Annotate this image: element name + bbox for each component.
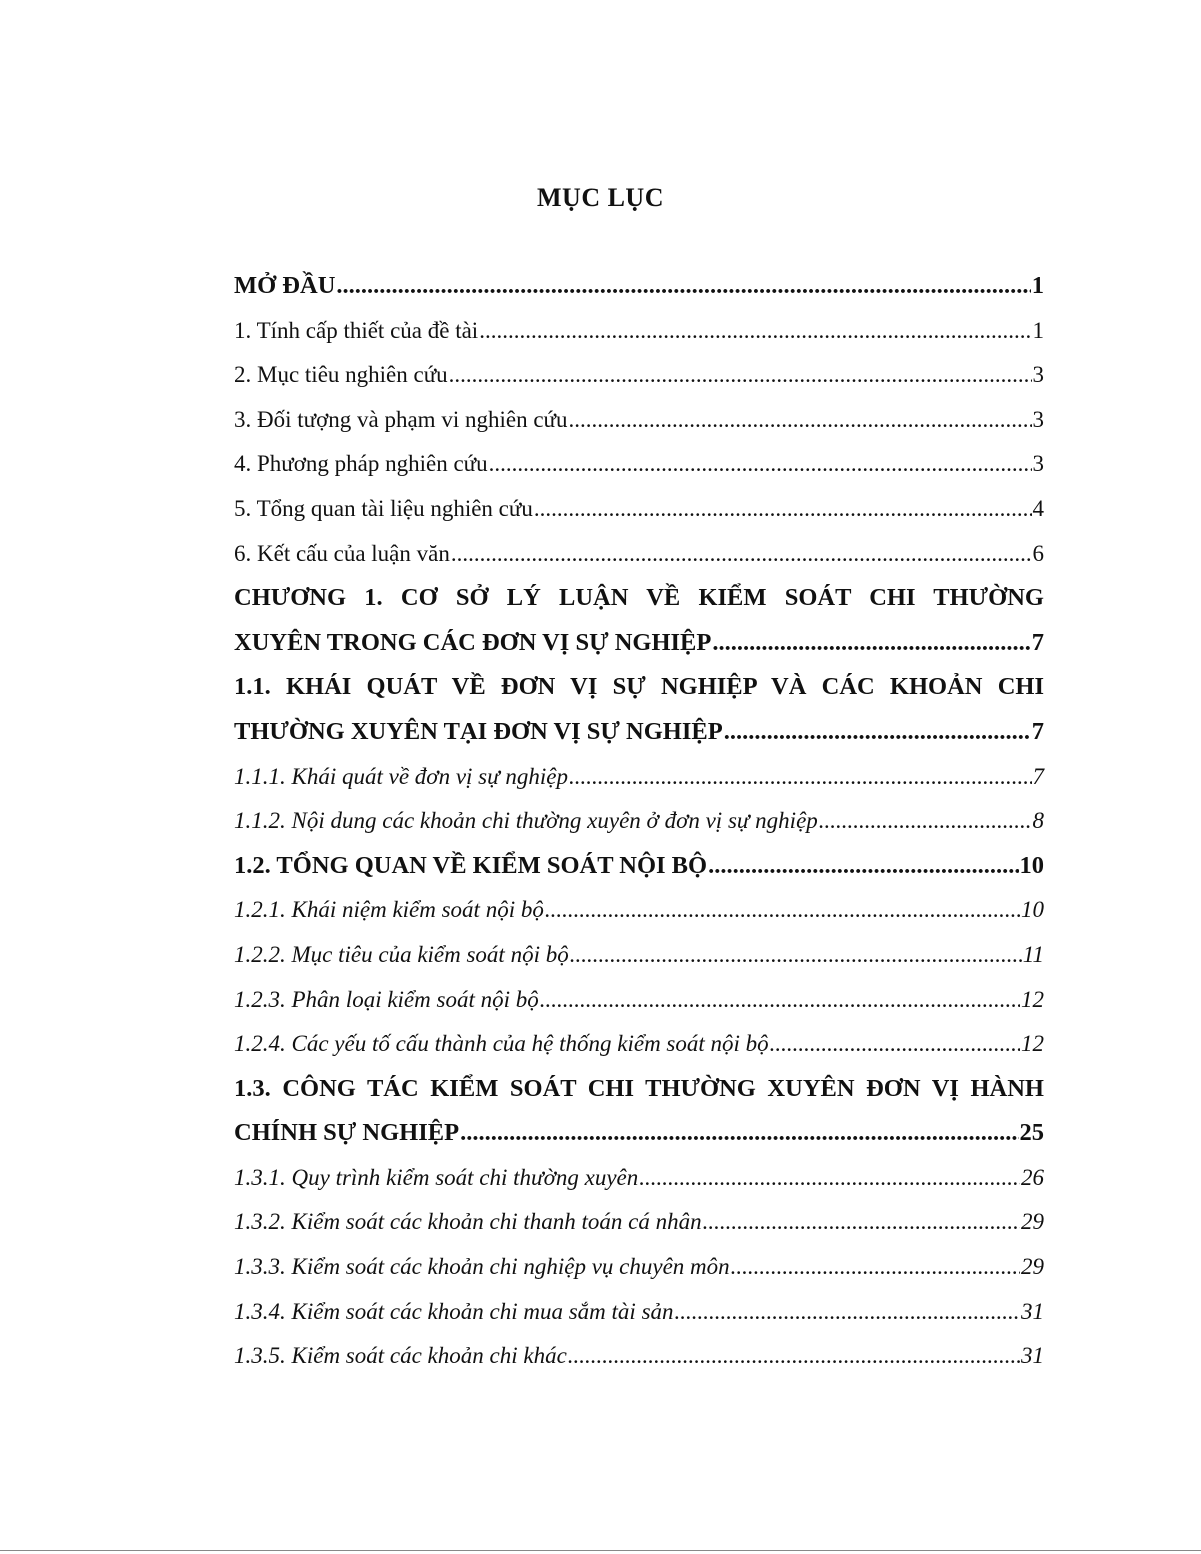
toc-entry-row	[234, 487, 1044, 532]
toc-entry	[234, 353, 1044, 398]
dot-leader	[449, 353, 1032, 398]
toc-page-number: 10	[1019, 851, 1044, 879]
toc-entry	[234, 264, 1044, 309]
dot-leader	[770, 1022, 1020, 1067]
toc-entry-label: CHÍNH SỰ NGHIỆP	[234, 1119, 460, 1147]
toc-page-number: 31	[1021, 1298, 1044, 1324]
toc-entry	[234, 487, 1044, 532]
toc-entry-label: 2. Mục tiêu nghiên cứu	[234, 362, 448, 388]
toc-entry-label: 1.3.5. Kiểm soát các khoản chi khác	[234, 1343, 567, 1369]
toc-entry	[234, 978, 1044, 1023]
toc-entry-row	[234, 1290, 1044, 1335]
toc-entry-row	[234, 799, 1044, 844]
toc-entry	[234, 933, 1044, 978]
toc-entry-row	[234, 1245, 1044, 1290]
toc-title: MỤC LỤC	[537, 183, 664, 212]
toc-page-number: 7	[1031, 628, 1044, 656]
toc-entry	[234, 1156, 1044, 1201]
dot-leader	[451, 532, 1032, 577]
toc-entry-label: 1.2.1. Khái niệm kiểm soát nội bộ	[234, 897, 544, 923]
toc-entry-row	[234, 353, 1044, 398]
toc-page-number: 4	[1032, 495, 1044, 521]
toc-page-number: 29	[1021, 1209, 1044, 1235]
toc-page-number: 7	[1032, 763, 1044, 789]
page-bottom-edge	[0, 1550, 1201, 1551]
toc-entry-text-line: 1.3. CÔNG TÁC KIỂM SOÁT CHI THƯỜNG XUYÊN ĐƠN VỊ HÀNH	[234, 1074, 1044, 1102]
toc-page-number: 31	[1021, 1343, 1044, 1369]
dot-leader	[819, 799, 1032, 844]
toc-entry-text-line: CHƯƠNG 1. CƠ SỞ LÝ LUẬN VỀ KIỂM SOÁT CHI THƯỜNG	[234, 584, 1044, 612]
toc-entry	[234, 442, 1044, 487]
toc-entry-row	[234, 442, 1044, 487]
toc-page-number: 1	[1031, 272, 1044, 299]
dot-leader	[489, 442, 1032, 487]
toc-entry	[234, 1067, 1044, 1156]
dot-leader	[731, 1245, 1020, 1290]
toc-page-number: 12	[1021, 1031, 1044, 1057]
toc-page-number: 3	[1032, 362, 1044, 388]
toc-entry-label: 1.1.2. Nội dung các khoản chi thường xuyên ở đơn vị sự nghiệp	[234, 808, 818, 834]
toc-page-number: 3	[1032, 451, 1044, 477]
toc-entry-label: 1.1.1. Khái quát về đơn vị sự nghiệp	[234, 763, 569, 789]
toc-entry	[234, 665, 1044, 754]
toc-page-number: 3	[1032, 406, 1044, 432]
toc-entry	[234, 398, 1044, 443]
toc-entry-label: 1.3.3. Kiểm soát các khoản chi nghiệp vụ chuyên môn	[234, 1254, 730, 1280]
toc-entry-row	[234, 309, 1044, 354]
toc-entry-label: 1. Tính cấp thiết của đề tài	[234, 317, 479, 343]
toc-page-number: 12	[1021, 986, 1044, 1012]
toc-entry-row	[234, 888, 1044, 933]
toc-entry-row	[234, 1334, 1044, 1379]
toc-entry-row	[234, 844, 1044, 889]
toc-entry-label: 6. Kết cấu của luận văn	[234, 540, 450, 566]
dot-leader	[460, 1111, 1018, 1156]
dot-leader	[675, 1290, 1020, 1335]
dot-leader	[534, 487, 1032, 532]
toc-entry	[234, 1334, 1044, 1379]
toc-page-number: 6	[1032, 540, 1044, 566]
toc-page-number: 26	[1021, 1164, 1044, 1190]
toc-entry-label: 1.3.1. Quy trình kiểm soát chi thường xuyên	[234, 1164, 639, 1190]
toc-entry-label: 3. Đối tượng và phạm vi nghiên cứu	[234, 406, 568, 432]
toc-entry-row	[234, 1022, 1044, 1067]
dot-leader	[569, 755, 1031, 800]
dot-leader	[724, 710, 1031, 755]
toc-page-number: 7	[1031, 717, 1044, 745]
toc-entry	[234, 1200, 1044, 1245]
toc-entry-row	[234, 398, 1044, 443]
toc-entry-row	[234, 532, 1044, 577]
toc-entry-label: THƯỜNG XUYÊN TẠI ĐƠN VỊ SỰ NGHIỆP	[234, 717, 723, 745]
dot-leader	[540, 978, 1020, 1023]
toc-page-number: 25	[1019, 1119, 1044, 1147]
dot-leader	[712, 621, 1030, 666]
toc-entry-label: 1.2.3. Phân loại kiểm soát nội bộ	[234, 986, 539, 1012]
toc-entry-label: 5. Tổng quan tài liệu nghiên cứu	[234, 495, 533, 521]
toc-entry	[234, 309, 1044, 354]
toc-entry	[234, 799, 1044, 844]
toc-entry	[234, 532, 1044, 577]
toc-entry-row	[234, 933, 1044, 978]
dot-leader	[570, 933, 1022, 978]
toc-entry-row	[234, 621, 1044, 666]
toc-entry-label: 4. Phương pháp nghiên cứu	[234, 451, 488, 477]
toc-entry-row	[234, 1200, 1044, 1245]
toc-entry	[234, 1022, 1044, 1067]
dot-leader	[545, 888, 1020, 933]
toc-page-number: 29	[1021, 1254, 1044, 1280]
toc-page-number: 11	[1022, 941, 1044, 967]
toc-entry-label: 1.2.2. Mục tiêu của kiểm soát nội bộ	[234, 941, 569, 967]
dot-leader	[639, 1156, 1020, 1201]
toc-entry-label: 1.2. TỔNG QUAN VỀ KIỂM SOÁT NỘI BỘ	[234, 851, 708, 879]
toc-entry-text-line: 1.1. KHÁI QUÁT VỀ ĐƠN VỊ SỰ NGHIỆP VÀ CÁC KHOẢN CHI	[234, 673, 1044, 701]
toc-entry-row	[234, 755, 1044, 800]
toc-page-number: 1	[1032, 317, 1044, 343]
dot-leader	[708, 844, 1018, 889]
toc-entry	[234, 1245, 1044, 1290]
toc-entry	[234, 844, 1044, 889]
dot-leader	[703, 1200, 1020, 1245]
toc-page-number: 10	[1021, 897, 1044, 923]
toc-entry-label: 1.3.2. Kiểm soát các khoản chi thanh toán cá nhân	[234, 1209, 702, 1235]
toc-entry	[234, 576, 1044, 665]
toc-entry-row	[234, 710, 1044, 755]
dot-leader	[568, 1334, 1020, 1379]
toc-entry-label: 1.2.4. Các yếu tố cấu thành của hệ thống kiểm soát nội bộ	[234, 1031, 769, 1057]
toc-page-number: 8	[1032, 808, 1044, 834]
toc-entry-label: MỞ ĐẦU	[234, 272, 336, 299]
dot-leader	[479, 309, 1031, 354]
dot-leader	[336, 264, 1030, 309]
toc-entry-label: XUYÊN TRONG CÁC ĐƠN VỊ SỰ NGHIỆP	[234, 628, 712, 656]
toc-entry-label: 1.3.4. Kiểm soát các khoản chi mua sắm tài sản	[234, 1298, 674, 1324]
toc-entry-row	[234, 1111, 1044, 1156]
toc-entry-row	[234, 264, 1044, 309]
dot-leader	[569, 398, 1032, 443]
toc-entry-row	[234, 1156, 1044, 1201]
toc-entry-row	[234, 978, 1044, 1023]
toc-entry	[234, 1290, 1044, 1335]
toc-entry	[234, 888, 1044, 933]
table-of-contents	[234, 264, 1044, 1379]
toc-entry	[234, 755, 1044, 800]
